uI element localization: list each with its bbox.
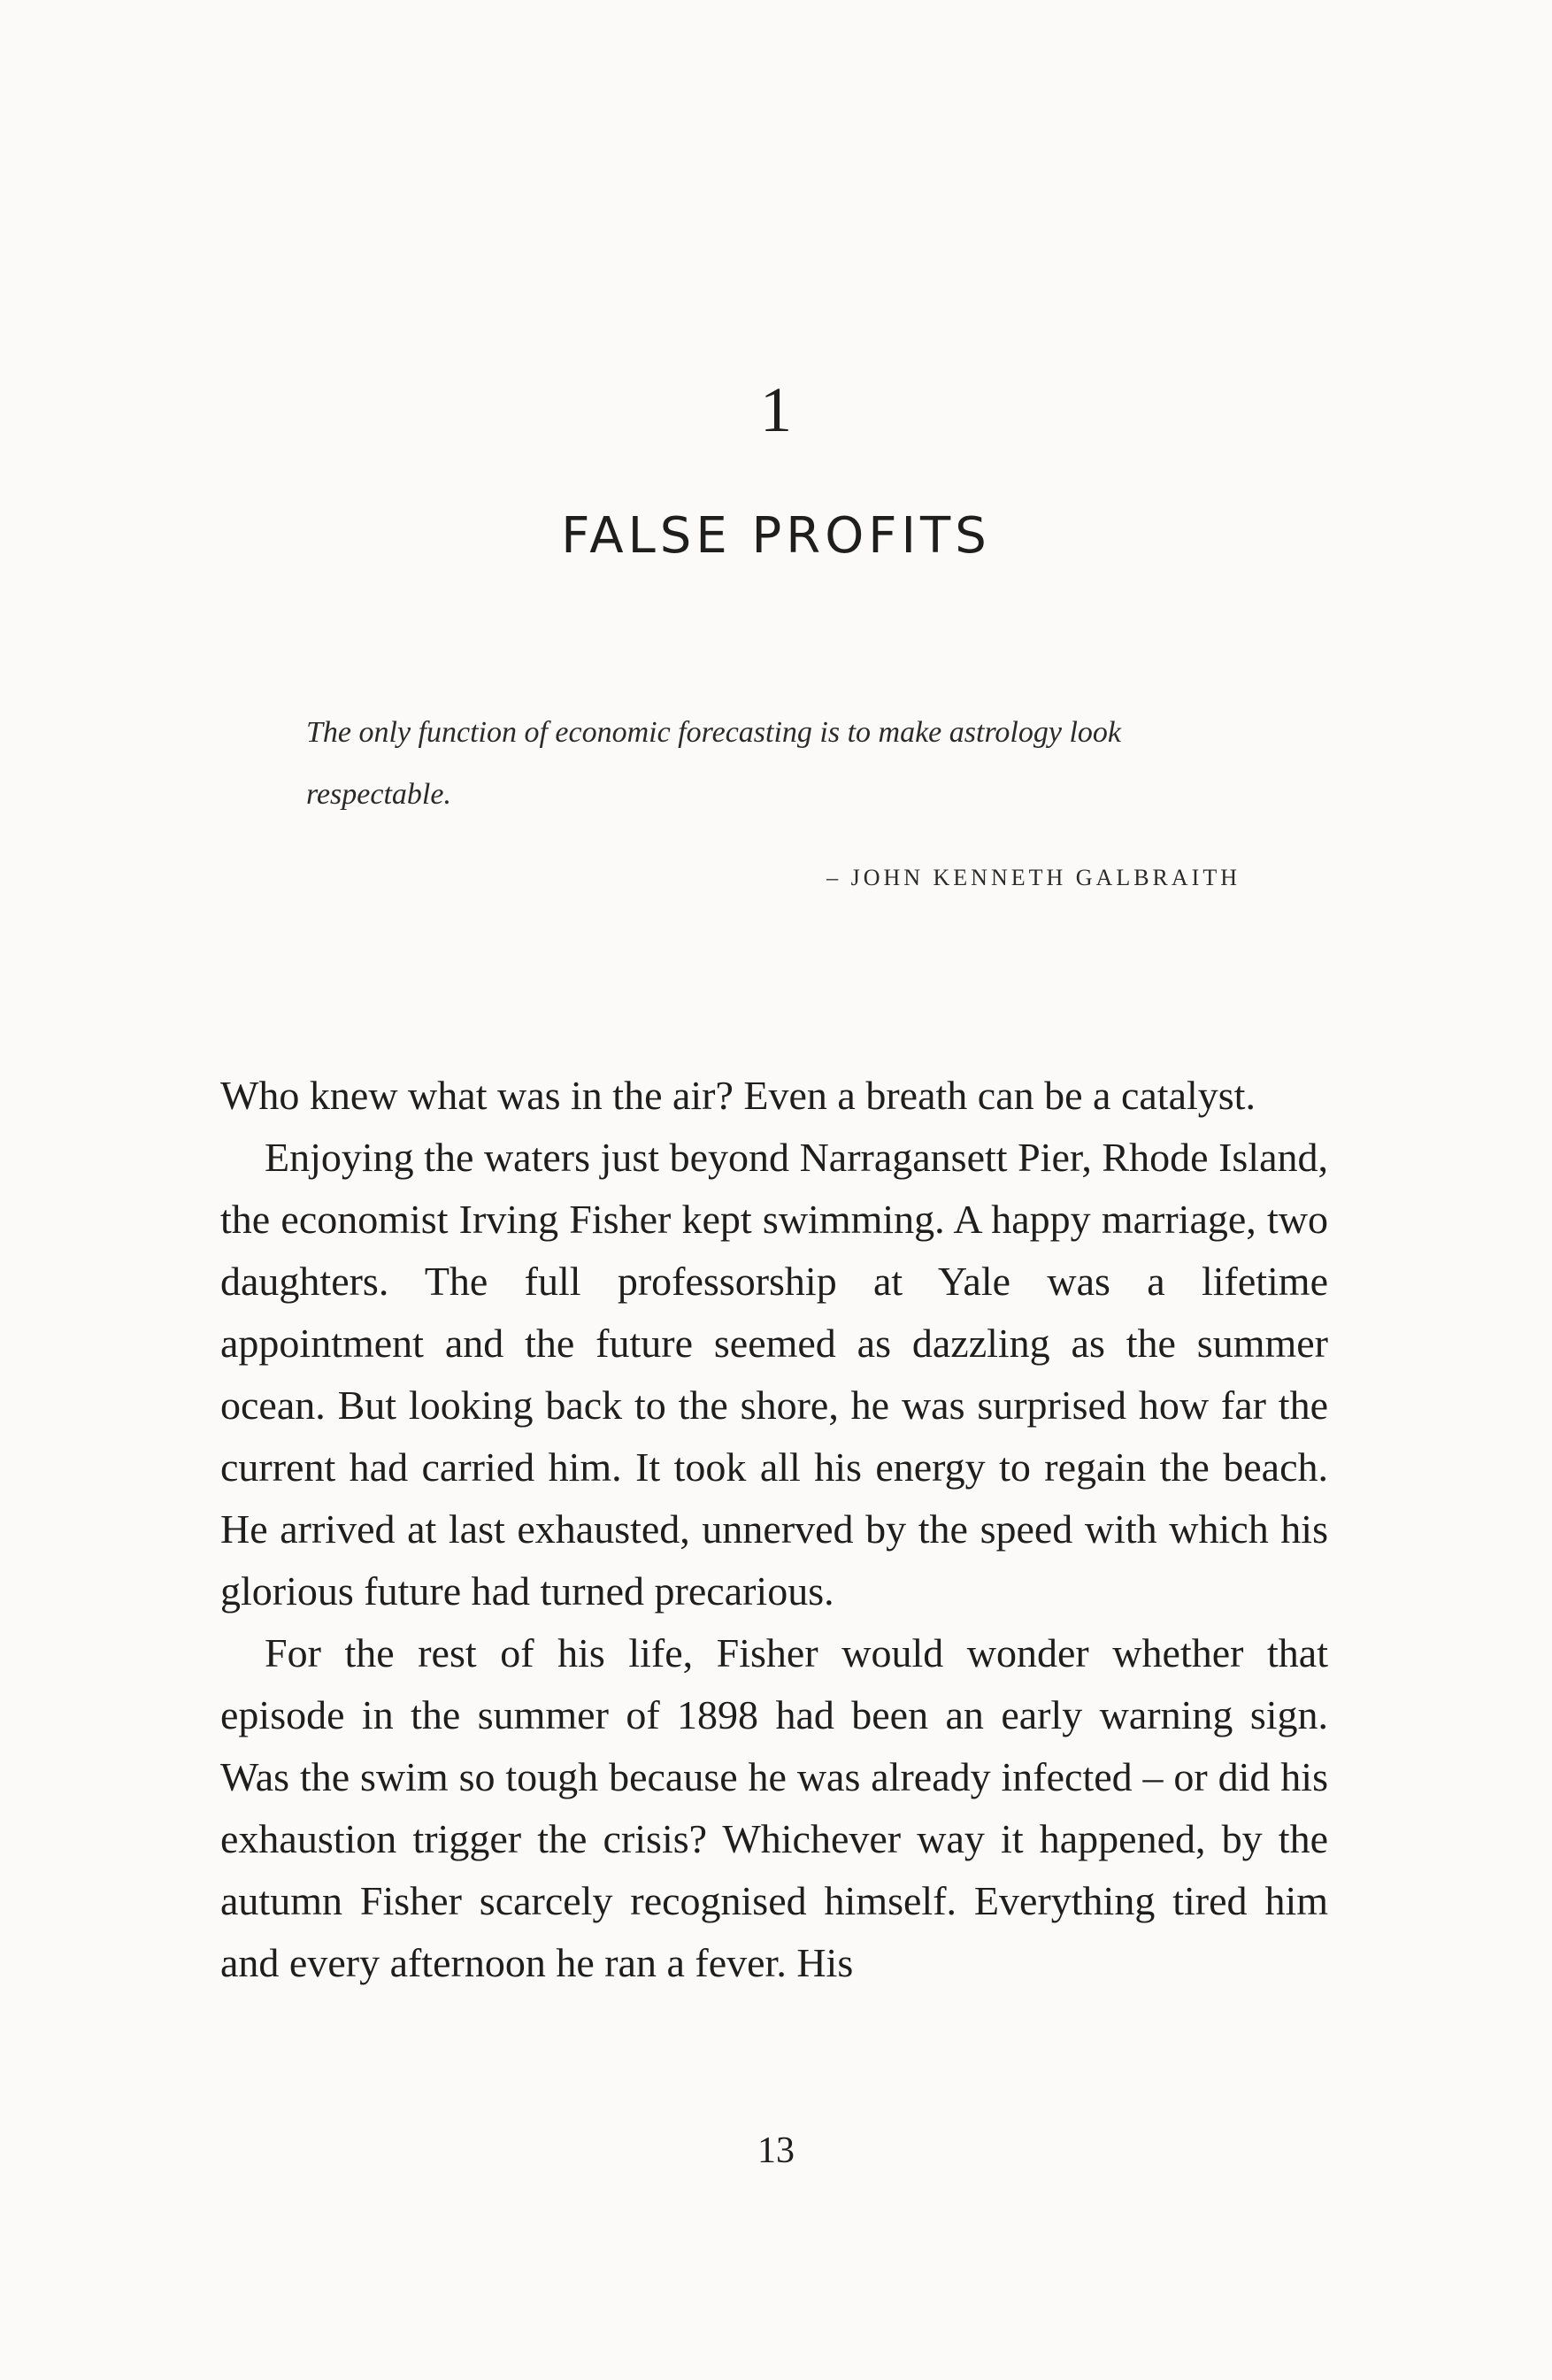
paragraph: Enjoying the waters just beyond Narragansett Pier, Rhode Island, the economist Irving Fisher kept swimming. A happy marriage, two daughters. The full professorship at Yale was a lifetime appointment and the future seemed as dazzling as the summer ocean. But looking back to the shore, he was surprised how far the current had carried him. It took all his energy to regain the beach. He arrived at last exhausted, unnerved by the speed with which his glorious future had turned precarious. — [220, 1135, 1328, 1614]
chapter-title: FALSE PROFITS — [561, 507, 991, 565]
epigraph-attribution: – JOHN KENNETH GALBRAITH — [826, 865, 1241, 890]
paragraph: Who knew what was in the air? Even a breath can be a catalyst. — [220, 1073, 1256, 1118]
page-number: 13 — [757, 2130, 795, 2171]
body-text — [220, 1065, 1328, 1994]
chapter-number: 1 — [760, 374, 792, 445]
paragraph: For the rest of his life, Fisher would wonder whether that episode in the summer of 1898 had been an early warning sign. Was the swim so tough because he was already infected – or did his exhaustion trigger the crisis? Whichever way it happened, by the autumn Fisher scarcely recognised himself. Everything tired him and every afternoon he ran a fever. His — [220, 1630, 1328, 1985]
epigraph-quote: The only function of economic forecasting is to make astrology look respectable. — [306, 716, 1121, 811]
